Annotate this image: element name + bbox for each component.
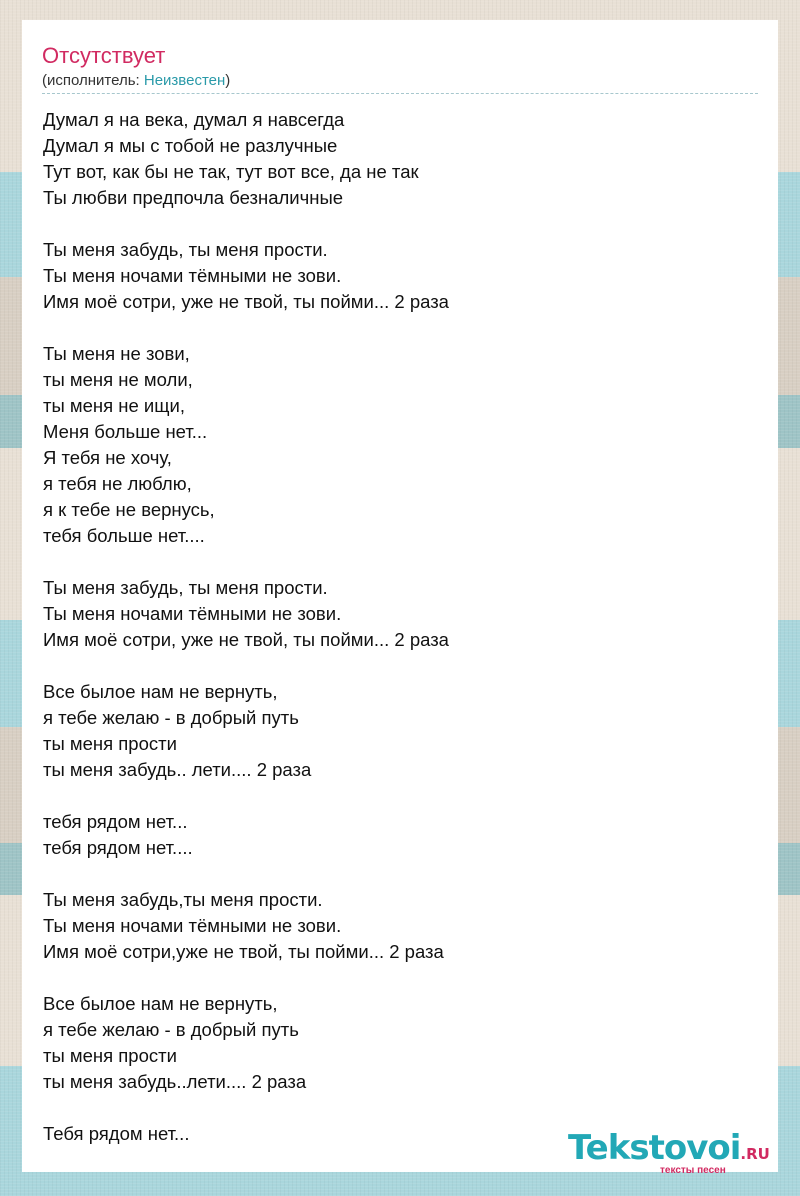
lyrics-line: Ты любви предпочла безналичные bbox=[43, 187, 344, 208]
song-header bbox=[42, 42, 758, 94]
lyrics-line: Ты меня не зови, bbox=[43, 343, 190, 364]
lyrics-stanza bbox=[43, 991, 743, 1095]
lyrics-line: ты меня не ищи, bbox=[43, 395, 185, 416]
lyrics-line: Все былое нам не вернуть, bbox=[43, 681, 278, 702]
lyrics-line: Имя моё сотри, уже не твой, ты пойми... 2 раза bbox=[43, 629, 449, 650]
lyrics-stanza bbox=[43, 809, 743, 861]
lyrics-line: Тебя рядом нет... bbox=[43, 1123, 190, 1144]
lyrics-line: ты меня прости bbox=[43, 733, 177, 754]
lyrics-line: я к тебе не вернусь, bbox=[43, 499, 215, 520]
lyrics-line: тебя рядом нет.... bbox=[43, 837, 193, 858]
logo-name: Tekstovoi bbox=[568, 1128, 741, 1168]
lyrics-line: Ты меня забудь, ты меня прости. bbox=[43, 239, 328, 260]
lyrics-line: ты меня забудь.. лети.... 2 раза bbox=[43, 759, 312, 780]
lyrics-stanza bbox=[43, 341, 743, 549]
lyrics-line: Имя моё сотри, уже не твой, ты пойми... 2 раза bbox=[43, 291, 449, 312]
artist-line bbox=[42, 71, 758, 94]
lyrics-line: Думал я мы с тобой не разлучные bbox=[43, 135, 338, 156]
site-logo[interactable] bbox=[568, 1130, 778, 1174]
lyrics-line: тебя больше нет.... bbox=[43, 525, 205, 546]
artist-prefix: (исполнитель: bbox=[42, 72, 144, 89]
logo-tld: .RU bbox=[740, 1145, 770, 1163]
lyrics-line: Меня больше нет... bbox=[43, 421, 208, 442]
lyrics-line: тебя рядом нет... bbox=[43, 811, 188, 832]
lyrics-stanza bbox=[43, 887, 743, 965]
lyrics-line: я тебе желаю - в добрый путь bbox=[43, 707, 299, 728]
lyrics-line: Ты меня забудь,ты меня прости. bbox=[43, 889, 323, 910]
lyrics-line: я тебе желаю - в добрый путь bbox=[43, 1019, 299, 1040]
lyrics-line: Тут вот, как бы не так, тут вот все, да не так bbox=[43, 161, 419, 182]
lyrics-line: Ты меня ночами тёмными не зови. bbox=[43, 915, 342, 936]
lyrics-line: Ты меня забудь, ты меня прости. bbox=[43, 577, 328, 598]
lyrics-stanza bbox=[43, 679, 743, 783]
lyrics-line: Ты меня ночами тёмными не зови. bbox=[43, 265, 342, 286]
artist-suffix: ) bbox=[225, 72, 231, 89]
lyrics-stanza bbox=[43, 575, 743, 653]
lyrics-stanza bbox=[43, 237, 743, 315]
lyrics-line: Имя моё сотри,уже не твой, ты пойми... 2 раза bbox=[43, 941, 444, 962]
lyrics-line: Я тебя не хочу, bbox=[43, 447, 172, 468]
lyrics-line: Все былое нам не вернуть, bbox=[43, 993, 278, 1014]
lyrics-line: я тебя не люблю, bbox=[43, 473, 192, 494]
lyrics-line: Ты меня ночами тёмными не зови. bbox=[43, 603, 342, 624]
lyrics-stanza bbox=[43, 107, 743, 211]
logo-tagline: тексты песен bbox=[660, 1165, 726, 1176]
lyrics-body bbox=[43, 107, 743, 1173]
lyrics-line: ты меня не моли, bbox=[43, 369, 193, 390]
lyrics-line: Думал я на века, думал я навсегда bbox=[43, 109, 345, 130]
song-title: Отсутствует bbox=[42, 43, 166, 68]
artist-link[interactable]: Неизвестен bbox=[143, 72, 226, 89]
lyrics-line: ты меня прости bbox=[43, 1045, 177, 1066]
lyrics-card bbox=[22, 20, 778, 1176]
lyrics-line: ты меня забудь..лети.... 2 раза bbox=[43, 1071, 307, 1092]
